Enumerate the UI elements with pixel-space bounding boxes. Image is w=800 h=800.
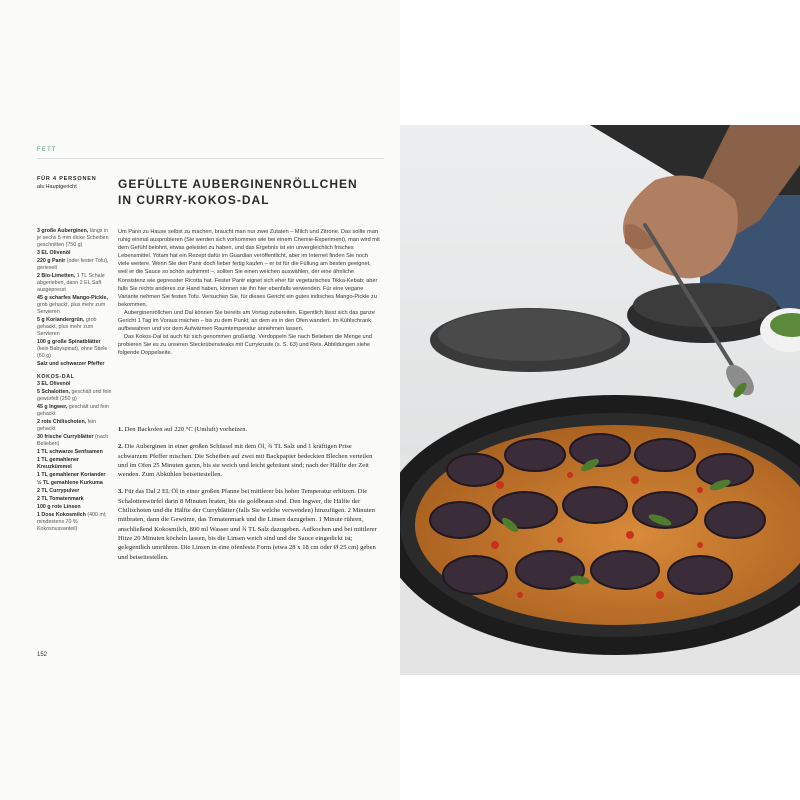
intro-paragraph: Das Kokos-Dal ist auch für sich genommen großartig. Verdoppeln Sie nach Belieben die Menge und probieren Sie es zu unseren Steckrübensteaks mit Currykruste (s. S. 63) und Reis. Abbildungen siehe folgende Doppelseite. (118, 334, 372, 357)
ingredient-item: 5 g Koriandergrün, grob gehackt, plus mehr zum Servieren (37, 317, 97, 337)
intro-paragraph: Auberginenröllchen und Dal können Sie bereits am Vortag zubereiten. Eigentlich lässt sich das ganze Gericht 1 Tag im Voraus machen – bis zu dem Punkt, an dem es in den Ofen wandert. Im Kühlschrank aufbewahren und vor dem Aufwärmen Raumtemperatur annehmen lassen. (118, 309, 375, 333)
ingredient-item: 45 g scharfes Mango-Pickle, grob gehackt, plus mehr zum Servieren (37, 295, 108, 315)
dish-photo-illustration (400, 125, 800, 675)
dal-ingredient-item: 5 Schalotten, geschält und fein gewürfelt (250 g) (37, 389, 112, 402)
dal-ingredient-item: 2 TL Tomatenmark (37, 496, 84, 502)
header-rule (37, 158, 384, 159)
ingredient-item: 100 g große Spinatblätter (kein Babyspinat), ohne Stiele (60 g) (37, 339, 108, 359)
ingredient-item: 220 g Panir (oder fester Tofu), gerieselt (37, 258, 109, 271)
dal-ingredient-item: 1 TL gemahlener Koriander (37, 472, 106, 478)
ingredient-item: 3 EL Olivenöl (37, 250, 71, 256)
title-line-1: GEFÜLLTE AUBERGINENRÖLLCHEN (118, 177, 358, 191)
intro-paragraph: Um Panir zu Hause selbst zu machen, braucht man nur zwei Zutaten – Milch und Zitrone. Das sollte man ruhig einmal ausprobieren (Sie werden sich vorkommen wie bei einem Chemie-Experiment), man wird mit dem Gefühl belohnt, etwas geleistet zu haben, und das Ergebnis ist ein unvergleichlich frisches Lebensmittel. Yotam hat ein Rezept dafür im Guardian veröffentlicht, aber im Internet finden Sie noch viele weitere. Wenn Sie den Panir doch lieber fertig kaufen – er ist für die Füllung am besten geeignet, weil er die Sauce so schön aufnimmt –, sollten Sie einen weichen auswählen, der eine ähnliche Konsistenz wie gepresster Ricotta hat. Fester Panir eignet sich eher für vegetarisches Tikka-Kebab; aber falls Sie nichts anderes zur Hand haben, können sie ihn hier ebenfalls verwenden. Für eine vegane Variante nehmen Sie festen Tofu. Versuchen Sie, für dieses Gericht ein gutes indisches Mango-Pickle zu bekommen. (118, 229, 380, 308)
ingredient-item: 3 große Auberginen, längs in je sechs 5 mm dicke Scheiben geschnitten (750 g) (37, 228, 109, 248)
intro-text (118, 228, 380, 358)
ingredient-list (37, 228, 112, 534)
dal-ingredient-item: 30 frische Curryblätter (nach Belieben) (37, 434, 109, 447)
section-label: FETT (37, 147, 57, 153)
dal-ingredient-item: 3 EL Olivenöl (37, 381, 71, 387)
ingredient-item: Salz und schwarzer Pfeffer (37, 361, 105, 367)
step: 2. Die Auberginen in einer großen Schüssel mit dem Öl, ¾ TL Salz und 1 kräftigen Prise schwarzem Pfeffer mischen. Die Scheiben auf zwei mit Backpapier bedeckten Blechen verteilen und im Ofen 25 Minuten garen, bis sie weich und leicht gebräunt sind; nach der Hälfte der Zeit wenden. Zum Abkühlen beiseitestellen. (118, 443, 373, 479)
dal-ingredient-item: 1 Dose Kokosmilch (400 ml; mindestens 70 % Kokosnussanteil) (37, 512, 107, 532)
dal-ingredient-item: 2 TL Currypulver (37, 488, 80, 494)
dal-heading: KOKOS-DAL (37, 374, 75, 380)
step: 1. Den Backofen auf 220 °C (Umluft) vorheizen. (118, 426, 248, 433)
page-number: 152 (37, 652, 48, 658)
method-steps (118, 425, 380, 570)
dal-ingredient-item: 100 g rote Linsen (37, 504, 81, 510)
dish-photo (400, 125, 800, 675)
dal-ingredient-item: 45 g Ingwer, geschält und fein gehackt (37, 404, 109, 417)
dal-ingredient-item: ½ TL gemahlene Kurkuma (37, 480, 103, 486)
dal-ingredient-item: 1 TL gemahlener Kreuzkümmel (37, 457, 79, 470)
dal-ingredient-item: 1 TL schwarze Senfsamen (37, 449, 103, 455)
step: 3. Für das Dal 2 EL Öl in einer großen Pfanne bei mittlerer bis hoher Temperatur erhitzen. Die Schalottenwürfel darin 8 Minuten braten, bis sie goldbraun sind. Den Ingwer, die Hälfte der Chilischoten und die Hälfte der Curryblätter (falls Sie welche verwenden) hinzufügen. 2 Minuten mitbraten, dann die Gewürze, das Tomatenmark und die Linsen dazugeben. 1 Minute rühren, anschließend Kokosmilch, 800 ml Wasser und ¾ TL Salz dazugeben. Aufkochen und bei mittlerer Hitze 20 Minuten köcheln lassen, bis die Linsen weich sind und die Sauce eingedickt ist; gelegentlich umrühren. Die Linsen in eine ofenfeste Form (etwa 28 x 18 cm oder Ø 25 cm) geben und beiseitestellen. (118, 488, 377, 561)
dal-ingredient-item: 2 rote Chilischoten, fein gehackt (37, 419, 97, 432)
servings-block (37, 176, 112, 191)
ingredient-item: 2 Bio-Limetten, 1 TL Schale abgerieben, dann 2 EL Saft ausgepresst (37, 273, 105, 293)
recipe-title (118, 176, 378, 208)
title-line-2: IN CURRY-KOKOS-DAL (118, 193, 270, 207)
servings-heading: FÜR 4 PERSONEN (37, 176, 97, 182)
servings-sub: als Hauptgericht (37, 183, 77, 190)
